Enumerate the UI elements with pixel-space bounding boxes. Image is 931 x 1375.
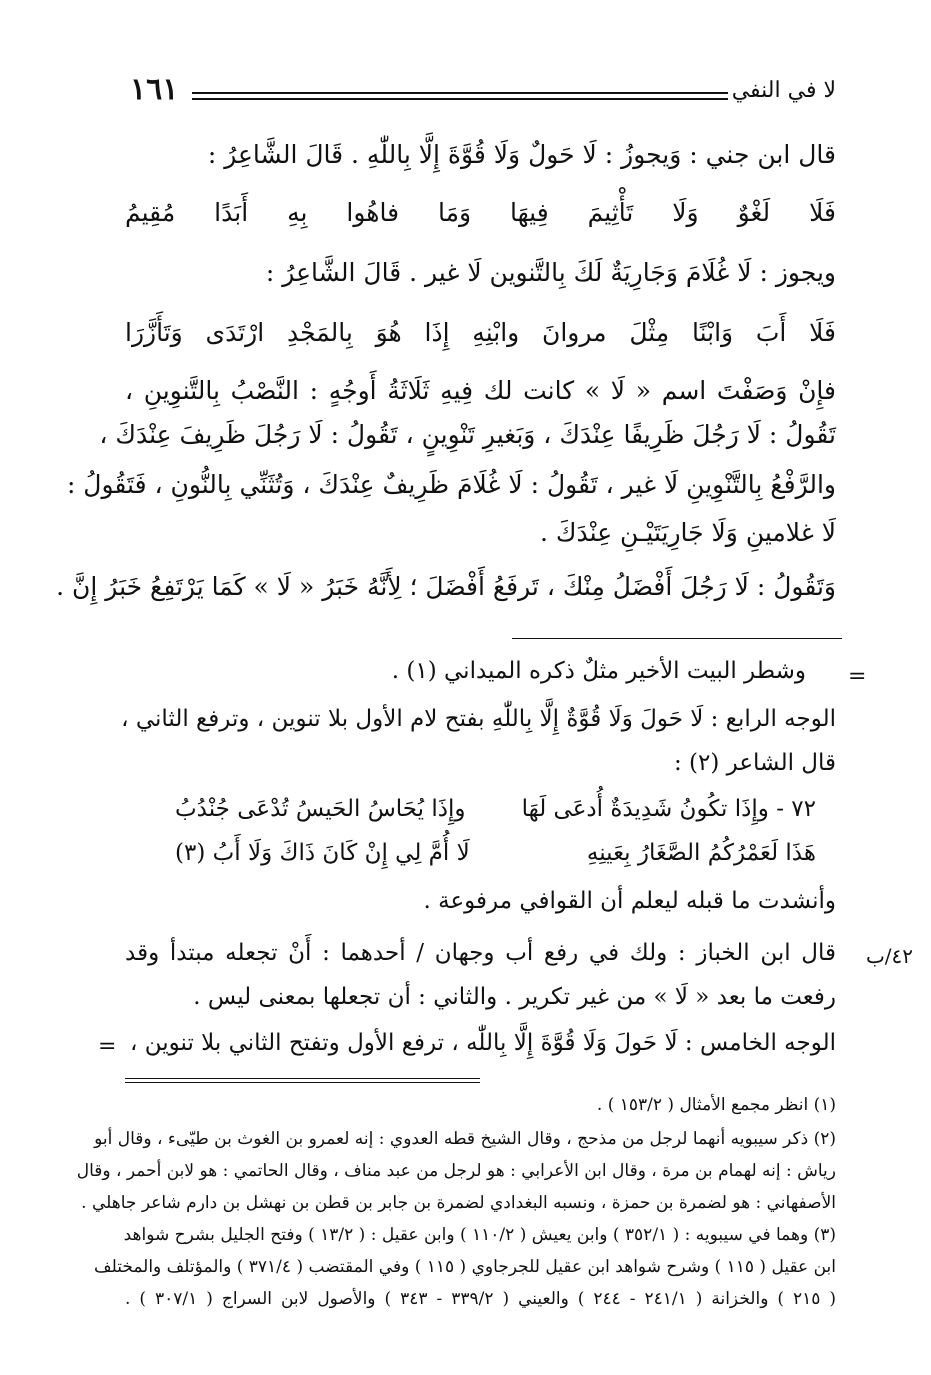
commentary-line: قال الشاعر (٢) :: [673, 750, 836, 776]
main-line: والرَّفْعُ بِالتَّنْوِينِ لَا غير ، تَقُولُ : لَا غُلَامَ ظَرِيفٌ عِنْدَكَ ، وَتُثَنِّي بِالنُّونِ ، فَتَقُولُ :: [66, 470, 836, 499]
main-line: لَا غلامينِ وَلَا جَارِيَتَيْـنِ عِنْدَكَ .: [540, 518, 836, 547]
verse-line: فَلَا أَبَ وَابْنًا مِثْلَ مروانَ وابْنِهِ إِذَا هُوَ بِالمَجْدِ ارْتَدَى وَتَأَزَّرَا: [125, 318, 836, 347]
footnote-line: (١) انظر مجمع الأمثال ( ١٥٣/٢ ) .: [596, 1095, 836, 1115]
footnote-line: ابن عقيل ( ١١٥ ) وشرح شواهد ابن عقيل للجرجاوي ( ١١٥ ) وفي المقتضب ( ٣٧١/٤ ) والمؤتلف والمختلف: [93, 1257, 836, 1277]
end-continuation-mark: =: [98, 1034, 117, 1059]
folio-marker: ٤٢/ب: [865, 944, 913, 968]
verse-line-1: [125, 796, 836, 836]
main-line: وَتَقُولُ : لَا رَجُلَ أَفْضَلُ مِنْكَ ، تَرفَعُ أَفْضَلَ ؛ لِأَنَّهُ خَبَرُ « لَا » كَمَا يَرْتَفِعُ خَبَرُ إِنَّ .: [56, 572, 836, 601]
footnote-line: (٣) وهما في سيبويه : ( ٣٥٢/١ ) وابن يعيش ( ١١٠/٢ ) وابن عقيل : ( ١٣/٢ ) وفتح الجليل بشرح شواهد: [123, 1225, 836, 1245]
header-rule: [192, 92, 728, 100]
verse-second-hemistich: وإِذَا يُحَاسُ الحَيسُ تُدْعَى جُنْدُبُ: [175, 796, 466, 822]
footnote-line: (٢) ذكر سيبويه أنهما لرجل من مذحج ، وقال الشيخ قطه العدوي : إنه لعمرو بن الغوث بن طيّىء ، وقال أبو: [94, 1129, 836, 1149]
commentary-line: رفعت ما بعد « لَا » من غير تكرير . والثاني : أن تجعلها بمعنى ليس .: [193, 984, 836, 1010]
main-line: قال ابن جني : وَيجوزُ : لَا حَولٌ وَلَا قُوَّةَ إِلَّا بِاللّٰهِ . قَالَ الشَّاعِرُ :: [207, 140, 836, 169]
running-title: لا في النفي: [731, 78, 836, 103]
verse-first-hemistich: هَذَا لَعَمْرُكُمُ الصَّغَارُ بِعَينِهِ: [586, 840, 816, 866]
footnote-line: رياش : إنه لهمام بن مرة ، وقال ابن الأعرابي : هو لرجل من عبد مناف ، وقال الحاتمي : هو لابن أحمر ، وقال: [76, 1161, 836, 1181]
section-separator: [512, 638, 842, 639]
commentary-line: الوجه الخامس : لَا حَولَ وَلَا قُوَّةَ إِلَّا بِاللّٰه ، ترفع الأول وتفتح الثاني بلا تنوين ،: [129, 1030, 836, 1056]
verse-text: وإِذَا تكُونُ شَدِيدَةٌ أُدعَى لَهَا: [521, 796, 769, 822]
verse-first-hemistich: [522, 796, 816, 822]
commentary-line: الوجه الرابع : لَا حَولَ وَلَا قُوَّةٌ إِلَّا بِاللّٰهِ بفتح لام الأول بلا تنوين ، وترفع الثاني ،: [121, 706, 836, 732]
commentary-line: قال ابن الخباز : ولك في رفع أب وجهان / أحدهما : أَنْ تجعله مبتدأ وقد: [125, 940, 836, 966]
verse-number: ٧٢ -: [776, 796, 816, 822]
footnote-line: الأصفهاني : هو لضمرة بن حمزة ، ونسبه البغدادي لضمرة بن جابر بن قطن بن نهشل بن دارم شاعر جاهلي .: [81, 1193, 836, 1213]
verse-line: فَلَا لَغْوٌ وَلَا تَأْثِيمَ فِيهَا وَمَا فاهُوا بِهِ أَبَدًا مُقِيمُ: [125, 198, 836, 227]
main-line: ويجوز : لَا غُلَامَ وَجَارِيَةٌ لَكَ بِالتَّنوين لَا غير . قَالَ الشَّاعِرُ :: [265, 258, 836, 287]
verse-second-hemistich: لَا أُمَّ لِي إِنْ كَانَ ذَاكَ وَلَا أَبُ (٣): [175, 840, 470, 866]
main-line: تَقُولُ : لَا رَجُلَ ظَرِيفًا عِنْدَكَ ، وَبَغيرِ تَنْوِينٍ ، تَقُولُ : لَا رَجُلَ ظَرِيفَ عِنْدَكَ ،: [99, 420, 836, 449]
commentary-line: وأنشدت ما قبله ليعلم أن القوافي مرفوعة .: [423, 888, 836, 914]
verse-line-2: [125, 840, 836, 880]
page-header: [130, 72, 836, 122]
footnote-rule: [125, 1078, 480, 1083]
page-number: ١٦١: [130, 72, 179, 107]
continuation-mark: =: [848, 664, 867, 689]
commentary-line: وشطر البيت الأخير مثلٌ ذكره الميداني (١) .: [391, 658, 806, 684]
footnote-line: ( ٢١٥ ) والخزانة ( ٢٤١/١ - ٢٤٤ ) والعيني ( ٣٣٩/٢ - ٣٤٣ ) والأصول لابن السراج ( ٣٠٧/١ ) .: [125, 1289, 837, 1309]
main-line: فإِنْ وَصَفْتَ اسم « لَا » كانت لك فِيهِ ثَلَاثَةُ أَوجُهٍ : النَّصْبُ بِالتَّنوِينِ ،: [125, 376, 836, 405]
